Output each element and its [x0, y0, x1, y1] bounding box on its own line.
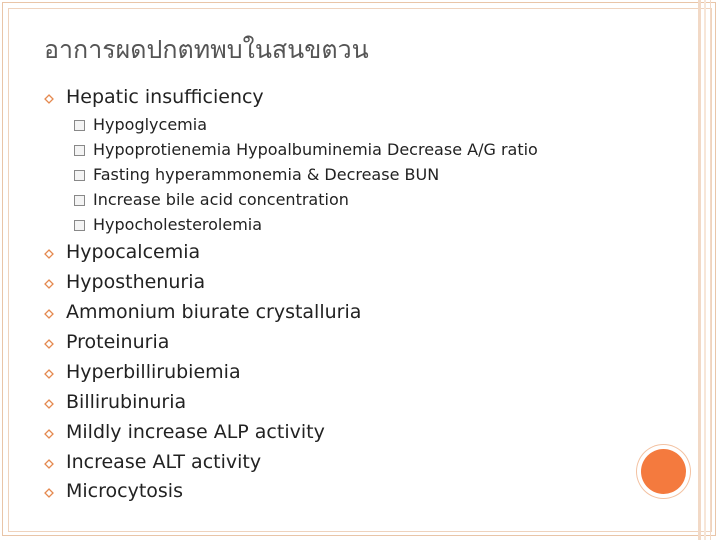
list-item-text: Hepatic insufficiency [66, 86, 264, 108]
bullet-icon [44, 369, 54, 379]
bullet-icon [44, 429, 54, 439]
bullet-icon [44, 249, 54, 259]
list-item-text: Billirubinuria [66, 391, 187, 413]
list-item-text: Hyposthenuria [66, 271, 206, 293]
list-item-text: Hypocalcemia [66, 241, 201, 263]
checkbox-bullet-icon [74, 220, 85, 231]
bullet-icon [44, 488, 54, 498]
bullet-icon [44, 279, 54, 289]
list-item-text: Ammonium biurate crystalluria [66, 301, 362, 323]
bullet-icon [44, 309, 54, 319]
sub-list-item-text: Hypoprotienemia Hypoalbuminemia Decrease A/G ratio [93, 140, 538, 159]
sub-list-item-text: Hypoglycemia [93, 115, 207, 134]
list-item-text: Microcytosis [66, 480, 183, 502]
list-item-text: Hyperbillirubiemia [66, 361, 241, 383]
checkbox-bullet-icon [74, 145, 85, 156]
bullet-icon [44, 94, 54, 104]
sub-list-item-text: Increase bile acid concentration [93, 190, 349, 209]
list-item-text: Mildly increase ALP activity [66, 421, 325, 443]
checkbox-bullet-icon [74, 195, 85, 206]
list-item-text: Increase ALT activity [66, 451, 262, 473]
list-item-text: Proteinuria [66, 331, 170, 353]
bullet-icon [44, 399, 54, 409]
sub-list-item-text: Hypocholesterolemia [93, 215, 263, 234]
checkbox-bullet-icon [74, 120, 85, 131]
checkbox-bullet-icon [74, 170, 85, 181]
bullet-icon [44, 339, 54, 349]
sub-list-item-text: Fasting hyperammonemia & Decrease BUN [93, 165, 440, 184]
slide-title: อาการผดปกตทพบในสนขตวน [44, 35, 369, 64]
bullet-icon [44, 459, 54, 469]
